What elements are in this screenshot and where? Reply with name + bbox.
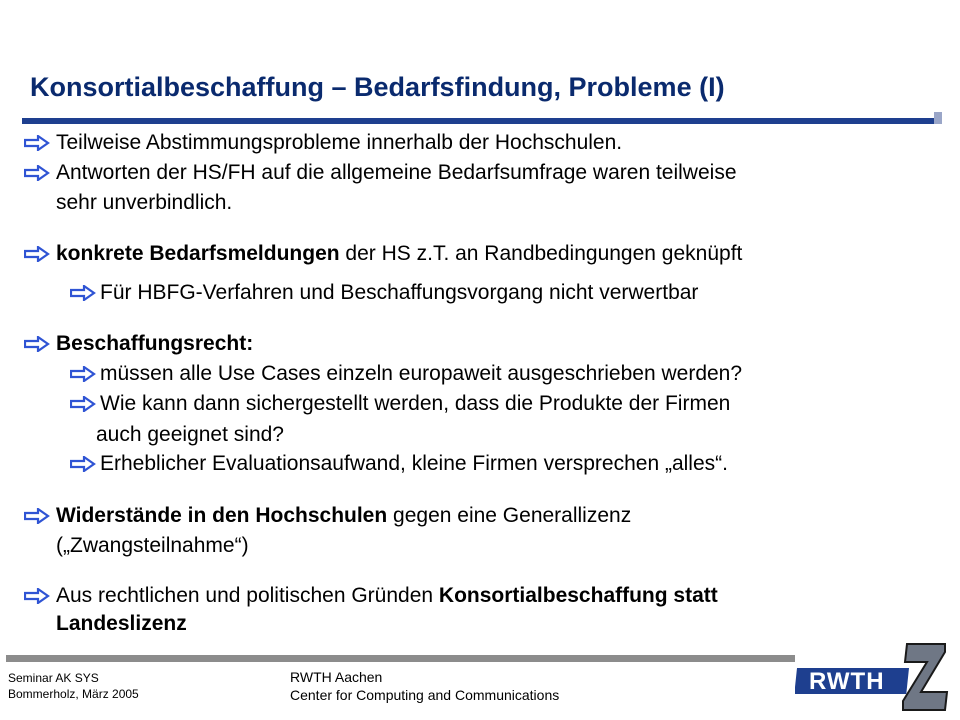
arrow-subbullet-icon bbox=[70, 285, 96, 301]
bullet-3 bbox=[56, 242, 742, 266]
bullet-6-line-2: Landeslizenz bbox=[56, 612, 187, 635]
bullet-4-heading: Beschaffungsrecht: bbox=[56, 332, 254, 355]
bullet-5-line-2: („Zwangsteilnahme“) bbox=[56, 534, 249, 557]
bullet-4-sub-3: Erheblicher Evaluationsaufwand, kleine Firmen versprechen „alles“. bbox=[100, 452, 728, 475]
bullet-6-line-1 bbox=[56, 584, 718, 608]
bullet-5-line-1 bbox=[56, 504, 631, 528]
bullet-4-sub-2-line-2: auch geeignet sind? bbox=[96, 423, 284, 446]
rwth-logo-text: RWTH bbox=[809, 668, 885, 695]
arrow-subbullet-icon bbox=[70, 366, 96, 382]
bullet-6-text: Aus rechtlichen und politischen Gründen bbox=[56, 584, 439, 607]
rwth-z-logo bbox=[795, 630, 955, 714]
arrow-bullet-icon bbox=[24, 508, 50, 524]
title-underline bbox=[22, 118, 934, 124]
footer-location-date: Bommerholz, März 2005 bbox=[8, 687, 139, 701]
footer-seminar: Seminar AK SYS bbox=[8, 671, 99, 685]
arrow-bullet-icon bbox=[24, 165, 50, 181]
bullet-4-sub-2-line-1: Wie kann dann sichergestellt werden, dass die Produkte der Firmen bbox=[100, 392, 731, 415]
title-underline-accent bbox=[934, 112, 942, 124]
bullet-3-emphasis: konkrete Bedarfsmeldungen bbox=[56, 242, 340, 265]
footer-rule bbox=[6, 655, 804, 662]
arrow-subbullet-icon bbox=[70, 456, 96, 472]
bullet-4-sub-1: müssen alle Use Cases einzeln europaweit ausgeschrieben werden? bbox=[100, 362, 743, 385]
bullet-2-line-1: Antworten der HS/FH auf die allgemeine Bedarfsumfrage waren teilweise bbox=[56, 161, 737, 184]
bullet-3-text: der HS z.T. an Randbedingungen geknüpft bbox=[339, 242, 743, 265]
arrow-subbullet-icon bbox=[70, 396, 96, 412]
bullet-1: Teilweise Abstimmungsprobleme innerhalb der Hochschulen. bbox=[56, 131, 623, 154]
footer-institution: RWTH Aachen bbox=[290, 669, 383, 685]
slide-title: Konsortialbeschaffung – Bedarfsfindung, Probleme (I) bbox=[30, 72, 725, 102]
bullet-3-sub: Für HBFG-Verfahren und Beschaffungsvorgang nicht verwertbar bbox=[100, 281, 699, 304]
bullet-5-emphasis: Widerstände in den Hochschulen bbox=[56, 504, 388, 527]
bullet-5-text: gegen eine Generallizenz bbox=[387, 504, 632, 527]
footer-department: Center for Computing and Communications bbox=[290, 687, 560, 703]
bullet-2-line-2: sehr unverbindlich. bbox=[56, 191, 233, 214]
arrow-bullet-icon bbox=[24, 588, 50, 604]
arrow-bullet-icon bbox=[24, 336, 50, 352]
arrow-bullet-icon bbox=[24, 135, 50, 151]
arrow-bullet-icon bbox=[24, 246, 50, 262]
bullet-6-emphasis: Konsortialbeschaffung statt bbox=[438, 584, 718, 607]
